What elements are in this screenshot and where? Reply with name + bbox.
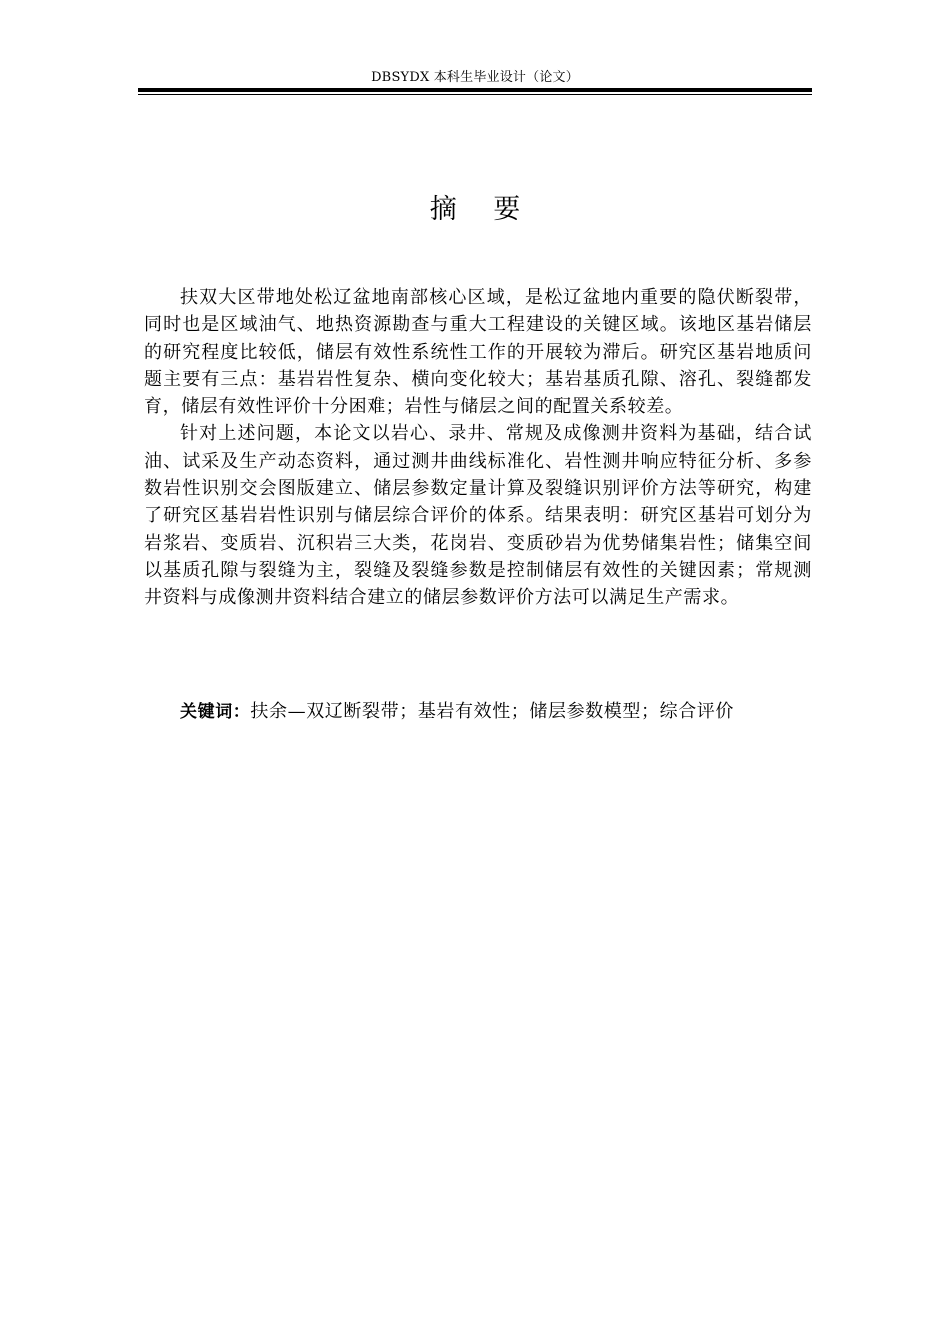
abstract-paragraph-1: 扶双大区带地处松辽盆地南部核心区域，是松辽盆地内重要的隐伏断裂带，同时也是区域油气、地热资源勘查与重大工程建设的关键区域。该地区基岩储层的研究程度比较低，储层有效性系统性工作的开展较为滞后。研究区基岩地质问题主要有三点：基岩岩性复杂、横向变化较大；基岩基质孔隙、溶孔、裂缝都发育，储层有效性评价十分困难；岩性与储层之间的配置关系较差。: [144, 287, 812, 418]
keywords-line: [180, 698, 812, 726]
abstract-paragraph-2: 针对上述问题，本论文以岩心、录井、常规及成像测井资料为基础，结合试油、试采及生产动态资料，通过测井曲线标准化、岩性测井响应特征分析、多参数岩性识别交会图版建立、储层参数定量计算及裂缝识别评价方法等研究，构建了研究区基岩岩性识别与储层综合评价的体系。结果表明：研究区基岩可划分为岩浆岩、变质岩、沉积岩三大类，花岗岩、变质砂岩为优势储集岩性；储集空间以基质孔隙与裂缝为主，裂缝及裂缝参数是控制储层有效性的关键因素；常规测井资料与成像测井资料结合建立的储层参数评价方法可以满足生产需求。: [144, 423, 812, 609]
header-rule-thin: [138, 94, 812, 95]
running-header: DBSYDX 本科生毕业设计（论文）: [371, 70, 579, 85]
abstract-title: 摘 要: [429, 194, 535, 225]
keywords-label: 关键词：: [180, 702, 251, 722]
abstract-body: [144, 284, 812, 612]
keywords-text: 扶余—双辽断裂带；基岩有效性；储层参数模型；综合评价: [250, 701, 735, 722]
header-rule-thick: [138, 88, 812, 92]
